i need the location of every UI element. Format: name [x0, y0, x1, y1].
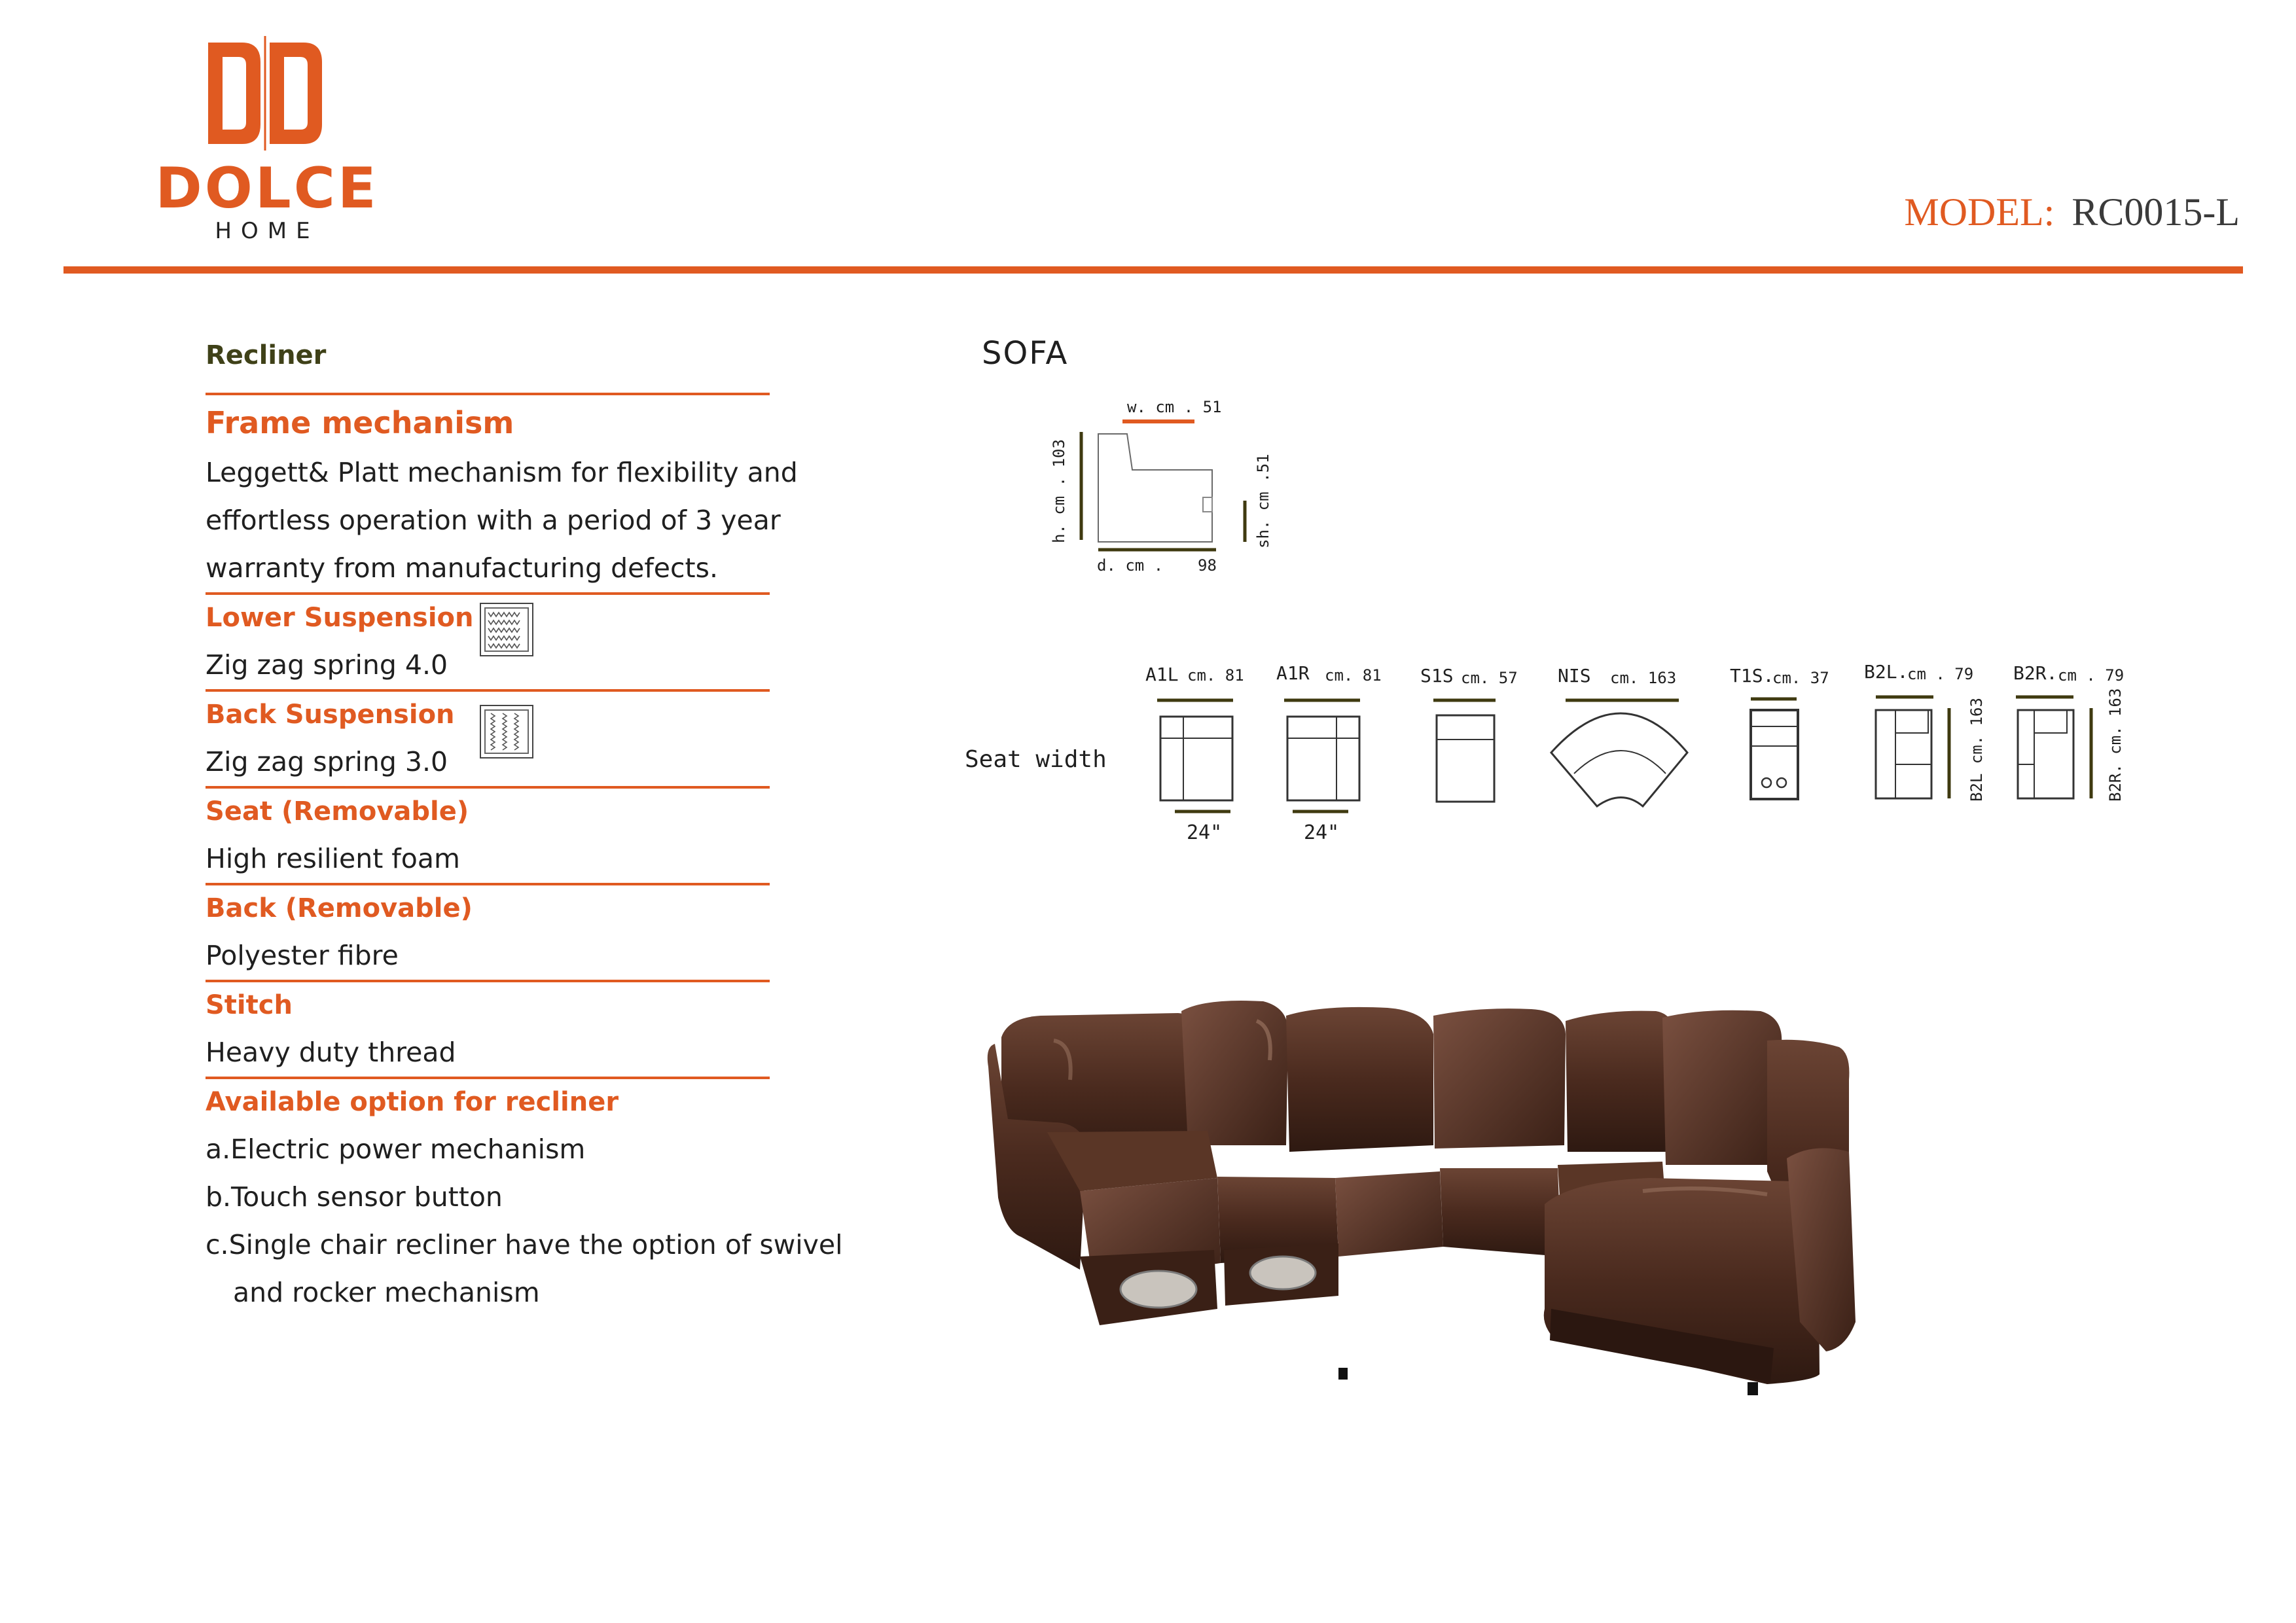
- module-a1r: [1276, 662, 1382, 844]
- module-code: B2R.: [2013, 662, 2058, 684]
- module-code: B2L.: [1864, 661, 1909, 683]
- options-title: Available option for recliner: [206, 1087, 619, 1117]
- module-b2l: [1864, 661, 1986, 802]
- dd-logo-icon: [203, 36, 327, 151]
- module-width: cm. 163: [1610, 669, 1677, 687]
- sofa-photo: [982, 982, 1964, 1459]
- module-b2r: [2013, 662, 2125, 802]
- module-t1s: [1730, 665, 1829, 799]
- module-code: NIS: [1558, 665, 1591, 687]
- option-item: a.Electric power mechanism: [206, 1133, 586, 1165]
- depth-dimension-label: d. cm .: [1097, 556, 1164, 575]
- stitch-value: Heavy duty thread: [206, 1037, 456, 1068]
- module-width: cm . 79: [1907, 665, 1974, 683]
- model-label: MODEL:: [1904, 190, 2055, 234]
- depth-dimension-value: 98: [1198, 556, 1217, 575]
- stitch-title: Stitch: [206, 990, 293, 1020]
- module-width: cm . 79: [2058, 666, 2125, 685]
- module-width: cm. 81: [1187, 666, 1244, 685]
- brand-subtitle: HOME: [215, 218, 319, 244]
- frame-mechanism-title: Frame mechanism: [206, 405, 514, 440]
- sofa-heading: SOFA: [982, 335, 1069, 372]
- frame-description-line: effortless operation with a period of 3 year: [206, 505, 781, 536]
- side-profile-diagram: [1050, 398, 1272, 575]
- module-depth: B2R. cm. 163: [2106, 688, 2125, 802]
- module-s1s: [1420, 665, 1518, 802]
- spec-panel: [206, 335, 899, 1317]
- lower-suspension-title: Lower Suspension: [206, 603, 474, 633]
- module-depth: B2L cm. 163: [1967, 698, 1986, 802]
- module-nis: [1551, 665, 1687, 806]
- brand-name: DOLCE: [155, 156, 379, 221]
- zigzag-spring-icon: [479, 704, 534, 759]
- module-width: cm. 37: [1772, 669, 1829, 687]
- seat-width-label: Seat width: [965, 746, 1107, 773]
- divider: [206, 393, 770, 395]
- model-heading: [1904, 190, 2240, 235]
- model-number: RC0015-L: [2072, 190, 2240, 234]
- module-inch: 24": [1304, 821, 1340, 844]
- option-item: c.Single chair recliner have the option of swivel: [206, 1229, 843, 1260]
- module-width: cm. 81: [1325, 666, 1382, 685]
- category-label: Recliner: [206, 340, 327, 370]
- module-a1l: [1145, 664, 1244, 844]
- module-code: T1S.: [1730, 665, 1774, 687]
- back-value: Polyester fibre: [206, 940, 399, 971]
- back-suspension-title: Back Suspension: [206, 700, 455, 730]
- module-code: A1L: [1145, 664, 1179, 685]
- lower-suspension-value: Zig zag spring 4.0: [206, 649, 448, 681]
- module-code: A1R: [1276, 662, 1310, 684]
- module-inch: 24": [1187, 821, 1223, 844]
- seat-title: Seat (Removable): [206, 796, 469, 827]
- frame-description-line: warranty from manufacturing defects.: [206, 552, 718, 584]
- zigzag-spring-icon: [479, 602, 534, 657]
- module-code: S1S: [1420, 665, 1454, 687]
- seat-height-dimension-label: sh. cm .51: [1254, 454, 1272, 548]
- width-dimension-label: w. cm . 51: [1127, 398, 1222, 416]
- header-divider: [63, 266, 2243, 274]
- back-title: Back (Removable): [206, 893, 473, 923]
- seat-value: High resilient foam: [206, 843, 460, 874]
- height-dimension-label: h. cm . 103: [1050, 439, 1068, 543]
- option-item: and rocker mechanism: [233, 1277, 540, 1308]
- module-width: cm. 57: [1461, 669, 1518, 687]
- frame-description-line: Leggett& Platt mechanism for flexibility and: [206, 457, 798, 488]
- lower-suspension-row: [206, 641, 899, 689]
- back-suspension-row: [206, 738, 899, 786]
- dimension-diagrams: [916, 380, 2160, 877]
- back-suspension-value: Zig zag spring 3.0: [206, 746, 448, 777]
- option-item: b.Touch sensor button: [206, 1181, 503, 1213]
